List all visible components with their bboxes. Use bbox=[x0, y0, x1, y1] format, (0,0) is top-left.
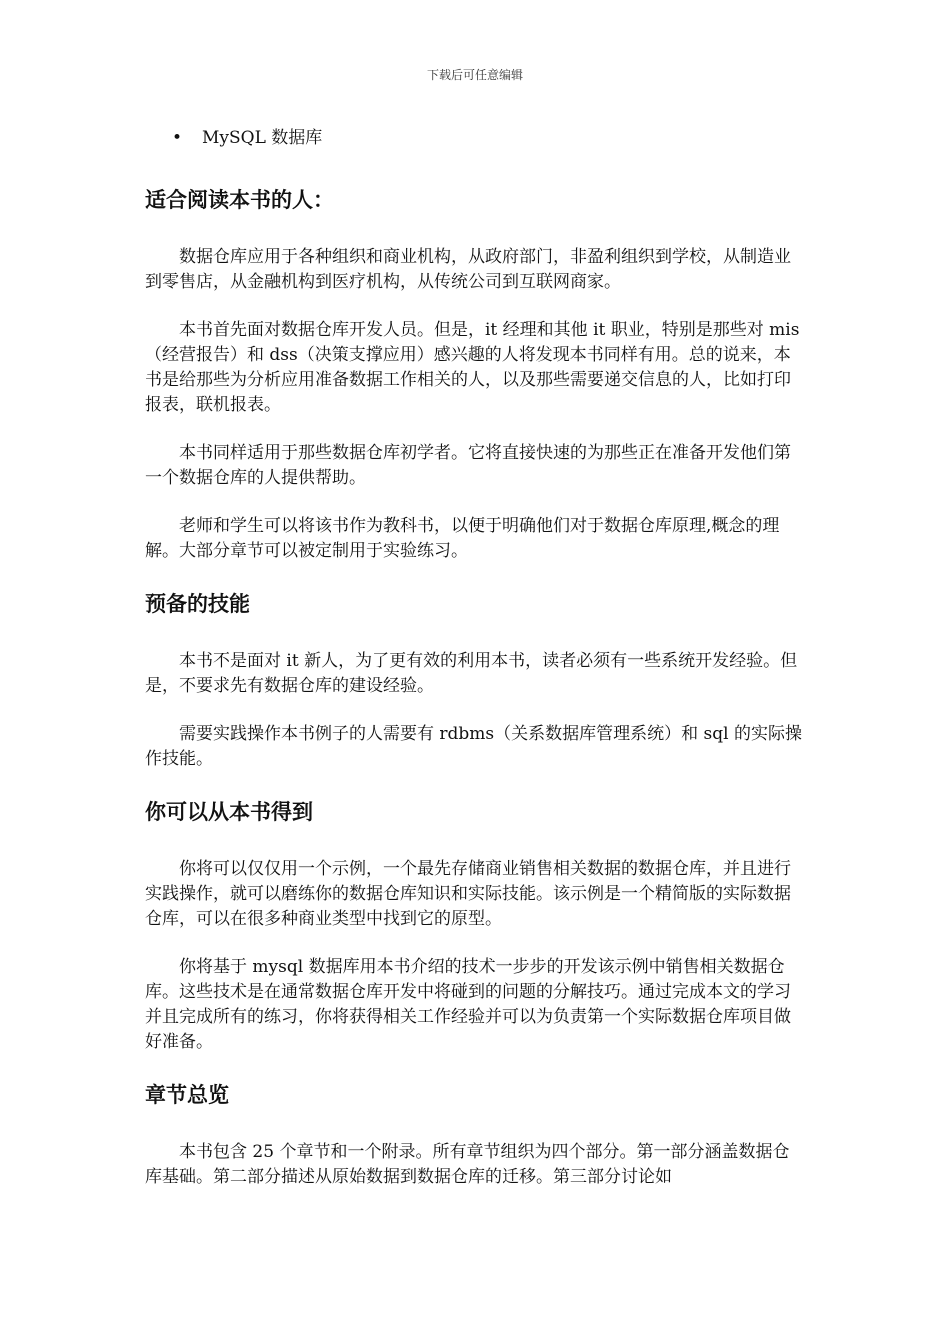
section-heading-benefits: 你可以从本书得到 bbox=[145, 800, 313, 824]
paragraph: 需要实践操作本书例子的人需要有 rdbms（关系数据库管理系统）和 sql 的实际操作技能。 bbox=[145, 724, 802, 769]
paragraph: 老师和学生可以将该书作为教科书，以便于明确他们对于数据仓库原理,概念的理解。大部分章节可以被定制用于实验练习。 bbox=[145, 516, 780, 561]
paragraph: 你将可以仅仅用一个示例，一个最先存储商业销售相关数据的数据仓库，并且进行实践操作，就可以磨练你的数据仓库知识和实际技能。该示例是一个精简版的实际数据仓库，可以在很多种商业类型中找到它的原型。 bbox=[145, 859, 791, 929]
paragraph: 本书同样适用于那些数据仓库初学者。它将直接快速的为那些正在准备开发他们第一个数据仓库的人提供帮助。 bbox=[145, 443, 791, 488]
bullet-icon: • bbox=[172, 128, 183, 148]
page-header-note: 下载后可任意编辑 bbox=[426, 68, 523, 82]
section-heading-prerequisites: 预备的技能 bbox=[145, 592, 250, 616]
bullet-list-item bbox=[172, 126, 322, 150]
section-heading-audience: 适合阅读本书的人： bbox=[145, 188, 334, 212]
paragraph: 本书包含 25 个章节和一个附录。所有章节组织为四个部分。第一部分涵盖数据仓库基础。第二部分描述从原始数据到数据仓库的迁移。第三部分讨论如 bbox=[145, 1142, 790, 1187]
paragraph: 数据仓库应用于各种组织和商业机构，从政府部门，非盈利组织到学校，从制造业到零售店，从金融机构到医疗机构，从传统公司到互联网商家。 bbox=[145, 247, 791, 292]
paragraph: 你将基于 mysql 数据库用本书介绍的技术一步步的开发该示例中销售相关数据仓库。这些技术是在通常数据仓库开发中将碰到的问题的分解技巧。通过完成本文的学习并且完成所有的练习，你将获得相关工作经验并可以为负责第一个实际数据仓库项目做好准备。 bbox=[145, 957, 791, 1052]
section-heading-chapter-overview: 章节总览 bbox=[145, 1083, 229, 1107]
paragraph: 本书不是面对 it 新人，为了更有效的利用本书，读者必须有一些系统开发经验。但是，不要求先有数据仓库的建设经验。 bbox=[145, 651, 798, 696]
bullet-item-text: MySQL 数据库 bbox=[202, 128, 323, 148]
paragraph: 本书首先面对数据仓库开发人员。但是，it 经理和其他 it 职业，特别是那些对 mis（经营报告）和 dss（决策支撑应用）感兴趣的人将发现本书同样有用。总的说来，本书是给那些为分析应用准备数据工作相关的人，以及那些需要递交信息的人，比如打印报表，联机报表。 bbox=[145, 320, 800, 415]
document-body bbox=[145, 185, 805, 1190]
